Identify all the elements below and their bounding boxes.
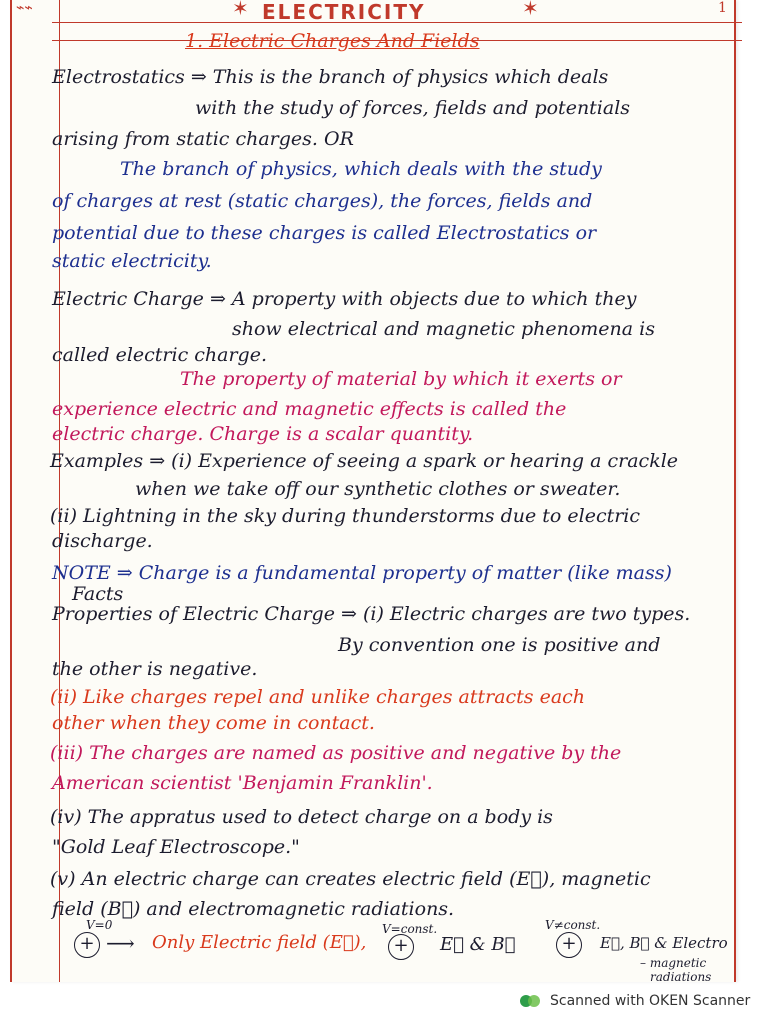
note-line: 1. Electric Charges And Fields (185, 30, 480, 52)
note-line: (iv) The appratus used to detect charge on a body is (50, 806, 553, 828)
note-line: "Gold Leaf Electroscope." (52, 836, 300, 858)
note-line: of charges at rest (static charges), the forces, fields and (52, 190, 593, 212)
only-electric-field-label: Only Electric field (E⃗), (152, 932, 367, 953)
note-line: show electrical and magnetic phenomena is (232, 318, 655, 340)
note-line: Facts (72, 583, 124, 605)
note-line: field (B⃗) and electromagnetic radiations. (52, 898, 455, 920)
radiations-label: radiations (650, 970, 712, 984)
scanner-label: Scanned with OKEN Scanner (550, 993, 751, 1009)
positive-charge-icon-2: + (388, 934, 414, 960)
note-line: American scientist 'Benjamin Franklin'. (52, 772, 433, 794)
note-line: arising from static charges. OR (52, 128, 354, 150)
e-b-em-label: E⃗, B⃗ & Electro (600, 934, 728, 952)
note-line: static electricity. (52, 250, 212, 272)
label-v-const: V=const. (382, 922, 438, 936)
positive-charge-icon-3: + (556, 932, 582, 958)
oken-logo-icon (520, 990, 542, 1012)
note-line: Electric Charge ⇒ A property with objects due to which they (52, 288, 637, 310)
magnetic-label: – magnetic (640, 956, 707, 970)
page-number: 1 (718, 0, 727, 16)
label-v-zero: V=0 (86, 918, 113, 932)
page-title: ELECTRICITY (262, 0, 426, 24)
note-line: (ii) Lightning in the sky during thunderstorms due to electric (50, 505, 641, 527)
note-line: Examples ⇒ (i) Experience of seeing a spark or hearing a crackle (50, 450, 679, 472)
note-line: NOTE ⇒ Charge is a fundamental property of matter (like mass) (52, 562, 672, 584)
note-line: Electrostatics ⇒ This is the branch of physics which deals (52, 66, 609, 88)
note-line: discharge. (52, 530, 153, 552)
note-line: Properties of Electric Charge ⇒ (i) Electric charges are two types. (52, 603, 691, 625)
note-line: called electric charge. (52, 344, 267, 366)
note-line: electric charge. Charge is a scalar quantity. (52, 423, 474, 445)
note-line: The branch of physics, which deals with the study (120, 158, 602, 180)
note-line: experience electric and magnetic effects is called the (52, 398, 567, 420)
note-line: (v) An electric charge can creates electric field (E⃗), magnetic (50, 868, 651, 890)
note-line: the other is negative. (52, 658, 258, 680)
note-line: By convention one is positive and (338, 634, 661, 656)
scanner-watermark (520, 990, 750, 1012)
arrow-icon: ⟶ (106, 931, 135, 955)
note-line: (ii) Like charges repel and unlike charges attracts each (50, 686, 586, 708)
note-line: with the study of forces, fields and potentials (195, 97, 631, 119)
corner-doodle: ⌁⌁ (16, 0, 33, 16)
note-line: (iii) The charges are named as positive and negative by the (50, 742, 622, 764)
positive-charge-icon: + (74, 932, 100, 958)
note-line: The property of material by which it exerts or (180, 368, 622, 390)
e-and-b-label: E⃗ & B⃗ (440, 934, 516, 955)
star-left-icon: ✶ (232, 0, 249, 20)
note-line: potential due to these charges is called Electrostatics or (52, 222, 597, 244)
note-line: when we take off our synthetic clothes or sweater. (135, 478, 621, 500)
star-right-icon: ✶ (522, 0, 539, 20)
note-line: other when they come in contact. (52, 712, 375, 734)
top-rule (52, 22, 742, 23)
label-v-not-const: V≠const. (545, 918, 601, 932)
